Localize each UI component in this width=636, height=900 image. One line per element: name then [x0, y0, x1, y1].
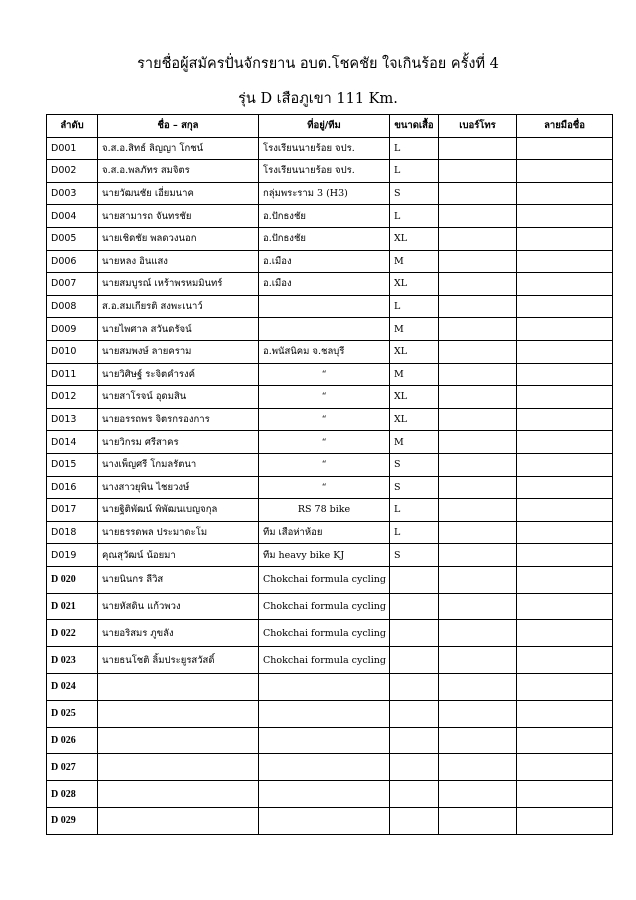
cell-signature — [517, 781, 613, 808]
cell-phone — [439, 386, 517, 409]
cell-name: นายธนโชติ ลิ้มประยูรสวัสดิ์ — [98, 647, 259, 674]
cell-name: นางสาวยุพิน ไชยวงษ์ — [98, 476, 259, 499]
cell-phone — [439, 160, 517, 183]
cell-address: อ.เมือง — [259, 250, 390, 273]
cell-order: D 022 — [47, 620, 98, 647]
cell-address — [259, 700, 390, 727]
cell-name: นายอรรถพร จิตรกรองการ — [98, 408, 259, 431]
cell-name: นายหัสดิน แก้วพวง — [98, 593, 259, 620]
cell-phone — [439, 205, 517, 228]
header-shirt-size: ขนาดเสื้อ — [390, 115, 439, 138]
table-row — [47, 273, 613, 296]
table-row — [47, 544, 613, 567]
cell-signature — [517, 476, 613, 499]
cell-address — [259, 674, 390, 701]
cell-address — [259, 781, 390, 808]
cell-order: D003 — [47, 182, 98, 205]
cell-name — [98, 808, 259, 835]
cell-address: Chokchai formula cycling — [259, 593, 390, 620]
table-row — [47, 476, 613, 499]
cell-address — [259, 318, 390, 341]
header-signature: ลายมือชื่อ — [517, 115, 613, 138]
cell-name — [98, 727, 259, 754]
cell-phone — [439, 700, 517, 727]
cell-order: D018 — [47, 521, 98, 544]
cell-shirt-size — [390, 808, 439, 835]
cell-phone — [439, 431, 517, 454]
cell-phone — [439, 754, 517, 781]
cell-shirt-size — [390, 727, 439, 754]
cell-phone — [439, 566, 517, 593]
cell-signature — [517, 250, 613, 273]
cell-name: นายสามารถ จันทรชัย — [98, 205, 259, 228]
cell-order: D009 — [47, 318, 98, 341]
cell-phone — [439, 521, 517, 544]
table-header-row — [47, 115, 613, 138]
cell-address — [259, 754, 390, 781]
cell-phone — [439, 647, 517, 674]
cell-phone — [439, 295, 517, 318]
cell-phone — [439, 227, 517, 250]
cell-signature — [517, 408, 613, 431]
cell-address: อ.ปักธงชัย — [259, 227, 390, 250]
cell-signature — [517, 137, 613, 160]
cell-address: ทีม heavy bike KJ — [259, 544, 390, 567]
table-row — [47, 363, 613, 386]
table-row — [47, 700, 613, 727]
cell-order: D005 — [47, 227, 98, 250]
cell-order: D 024 — [47, 674, 98, 701]
cell-order: D014 — [47, 431, 98, 454]
cell-phone — [439, 544, 517, 567]
cell-name — [98, 700, 259, 727]
cell-shirt-size — [390, 754, 439, 781]
cell-shirt-size — [390, 620, 439, 647]
cell-name: นายหลง อินแสง — [98, 250, 259, 273]
cell-signature — [517, 544, 613, 567]
cell-phone — [439, 182, 517, 205]
cell-shirt-size: S — [390, 182, 439, 205]
cell-shirt-size: XL — [390, 386, 439, 409]
cell-signature — [517, 674, 613, 701]
cell-phone — [439, 781, 517, 808]
table-row — [47, 227, 613, 250]
cell-name: นายอริสมร ภูขลัง — [98, 620, 259, 647]
cell-shirt-size: XL — [390, 408, 439, 431]
cell-signature — [517, 363, 613, 386]
cell-shirt-size: XL — [390, 340, 439, 363]
cell-phone — [439, 674, 517, 701]
cell-signature — [517, 700, 613, 727]
cell-order: D008 — [47, 295, 98, 318]
table-row — [47, 521, 613, 544]
header-name: ชื่อ – สกุล — [98, 115, 259, 138]
cell-name: ส.อ.สมเกียรติ สงพะเนาว์ — [98, 295, 259, 318]
cell-shirt-size — [390, 700, 439, 727]
cell-shirt-size: M — [390, 363, 439, 386]
cell-phone — [439, 137, 517, 160]
cell-phone — [439, 318, 517, 341]
cell-order: D004 — [47, 205, 98, 228]
cell-order: D001 — [47, 137, 98, 160]
cell-name — [98, 754, 259, 781]
cell-signature — [517, 620, 613, 647]
cell-phone — [439, 408, 517, 431]
cell-phone — [439, 593, 517, 620]
table-row — [47, 250, 613, 273]
cell-shirt-size: XL — [390, 227, 439, 250]
cell-shirt-size — [390, 566, 439, 593]
cell-address: “ — [259, 363, 390, 386]
cell-name: นางเพ็ญศรี โกมลรัตนา — [98, 453, 259, 476]
cell-address — [259, 295, 390, 318]
table-row — [47, 340, 613, 363]
cell-address: Chokchai formula cycling — [259, 647, 390, 674]
cell-shirt-size: L — [390, 205, 439, 228]
cell-order: D013 — [47, 408, 98, 431]
cell-signature — [517, 593, 613, 620]
cell-order: D 026 — [47, 727, 98, 754]
table-body — [47, 137, 613, 834]
cell-name: จ.ส.อ.พลภัทร สมจิตร — [98, 160, 259, 183]
cell-shirt-size: L — [390, 521, 439, 544]
cell-name — [98, 781, 259, 808]
table-row — [47, 727, 613, 754]
cell-shirt-size: M — [390, 318, 439, 341]
cell-shirt-size: L — [390, 160, 439, 183]
cell-signature — [517, 647, 613, 674]
cell-address: “ — [259, 476, 390, 499]
cell-signature — [517, 727, 613, 754]
cell-name: นายวัฒนชัย เอี่ยมนาค — [98, 182, 259, 205]
cell-shirt-size — [390, 674, 439, 701]
header-order: ลำดับ — [47, 115, 98, 138]
table-row — [47, 499, 613, 522]
cell-address: Chokchai formula cycling — [259, 566, 390, 593]
cell-name: นายฐิติพัฒน์ พิพัฒนเบญจกุล — [98, 499, 259, 522]
cell-phone — [439, 620, 517, 647]
cell-phone — [439, 340, 517, 363]
cell-signature — [517, 273, 613, 296]
cell-name: นายสมพงษ์ ลายคราม — [98, 340, 259, 363]
cell-order: D011 — [47, 363, 98, 386]
cell-shirt-size: M — [390, 250, 439, 273]
cell-order: D 028 — [47, 781, 98, 808]
document-title: รายชื่อผู้สมัครปั่นจักรยาน อบต.โชคชัย ใจเกินร้อย ครั้งที่ 4 — [137, 56, 499, 72]
table-row — [47, 182, 613, 205]
cell-phone — [439, 250, 517, 273]
cell-shirt-size: S — [390, 476, 439, 499]
cell-phone — [439, 499, 517, 522]
table-row — [47, 781, 613, 808]
cell-order: D 027 — [47, 754, 98, 781]
cell-phone — [439, 363, 517, 386]
table-row — [47, 295, 613, 318]
cell-signature — [517, 205, 613, 228]
cell-order: D015 — [47, 453, 98, 476]
cell-address: ทีม เสือห่าห้อย — [259, 521, 390, 544]
cell-shirt-size: S — [390, 544, 439, 567]
cell-order: D 020 — [47, 566, 98, 593]
cell-signature — [517, 499, 613, 522]
cell-shirt-size: M — [390, 431, 439, 454]
cell-address: “ — [259, 431, 390, 454]
cell-shirt-size — [390, 647, 439, 674]
table-row — [47, 408, 613, 431]
cell-signature — [517, 182, 613, 205]
cell-shirt-size: S — [390, 453, 439, 476]
cell-address: “ — [259, 453, 390, 476]
cell-address: “ — [259, 386, 390, 409]
table-row — [47, 808, 613, 835]
cell-order: D 025 — [47, 700, 98, 727]
cell-name: นายสมบูรณ์ เหร้าพรหมมินทร์ — [98, 273, 259, 296]
cell-order: D010 — [47, 340, 98, 363]
cell-order: D002 — [47, 160, 98, 183]
header-address: ที่อยู่/ทีม — [259, 115, 390, 138]
cell-name: นายธรรดพล ประมาดะโม — [98, 521, 259, 544]
cell-order: D 023 — [47, 647, 98, 674]
cell-order: D019 — [47, 544, 98, 567]
cell-name: นายวิศิษฐ์ ระจิตคำรงค์ — [98, 363, 259, 386]
cell-signature — [517, 340, 613, 363]
cell-address: “ — [259, 408, 390, 431]
cell-order: D 029 — [47, 808, 98, 835]
cell-order: D007 — [47, 273, 98, 296]
cell-shirt-size: L — [390, 499, 439, 522]
cell-name — [98, 674, 259, 701]
cell-address: อ.พนัสนิคม จ.ชลบุรี — [259, 340, 390, 363]
cell-signature — [517, 160, 613, 183]
cell-phone — [439, 808, 517, 835]
table-row — [47, 431, 613, 454]
table-row — [47, 754, 613, 781]
cell-name: นายไพศาล สวันดรัจน์ — [98, 318, 259, 341]
cell-address: โรงเรียนนายร้อย จปร. — [259, 160, 390, 183]
cell-shirt-size: XL — [390, 273, 439, 296]
cell-name: คุณสุวัฒน์ น้อยมา — [98, 544, 259, 567]
cell-phone — [439, 273, 517, 296]
table-row — [47, 453, 613, 476]
registration-table — [46, 114, 613, 835]
cell-signature — [517, 318, 613, 341]
cell-shirt-size — [390, 593, 439, 620]
table-row — [47, 205, 613, 228]
cell-shirt-size: L — [390, 295, 439, 318]
cell-order: D 021 — [47, 593, 98, 620]
cell-shirt-size — [390, 781, 439, 808]
cell-shirt-size: L — [390, 137, 439, 160]
cell-address: อ.เมือง — [259, 273, 390, 296]
cell-signature — [517, 754, 613, 781]
cell-address — [259, 808, 390, 835]
cell-address — [259, 727, 390, 754]
cell-address: โรงเรียนนายร้อย จปร. — [259, 137, 390, 160]
cell-signature — [517, 227, 613, 250]
cell-phone — [439, 727, 517, 754]
cell-name: นายสาโรจน์ อุดมสิน — [98, 386, 259, 409]
table-row — [47, 593, 613, 620]
cell-name: นายนินกร ลีวิส — [98, 566, 259, 593]
cell-address: RS 78 bike — [259, 499, 390, 522]
table-row — [47, 318, 613, 341]
table-row — [47, 620, 613, 647]
table-row — [47, 386, 613, 409]
table-row — [47, 647, 613, 674]
table-row — [47, 160, 613, 183]
cell-signature — [517, 521, 613, 544]
cell-signature — [517, 566, 613, 593]
cell-name: นายวิกรม ศรีสาคร — [98, 431, 259, 454]
cell-name: จ.ส.อ.สิทธ์ ลิญญา โกชน์ — [98, 137, 259, 160]
cell-signature — [517, 295, 613, 318]
cell-order: D016 — [47, 476, 98, 499]
cell-order: D012 — [47, 386, 98, 409]
header-phone: เบอร์โทร — [439, 115, 517, 138]
table-row — [47, 674, 613, 701]
cell-signature — [517, 431, 613, 454]
cell-order: D017 — [47, 499, 98, 522]
table-row — [47, 566, 613, 593]
cell-address: อ.ปักธงชัย — [259, 205, 390, 228]
cell-phone — [439, 453, 517, 476]
cell-address: Chokchai formula cycling — [259, 620, 390, 647]
cell-phone — [439, 476, 517, 499]
cell-address: กลุ่มพระราม 3 (H3) — [259, 182, 390, 205]
cell-order: D006 — [47, 250, 98, 273]
document-subtitle: รุ่น D เสือภูเขา 111 Km. — [238, 91, 398, 107]
cell-signature — [517, 386, 613, 409]
table-row — [47, 137, 613, 160]
cell-signature — [517, 808, 613, 835]
cell-name: นายเชิดชัย พลดวงนอก — [98, 227, 259, 250]
cell-signature — [517, 453, 613, 476]
